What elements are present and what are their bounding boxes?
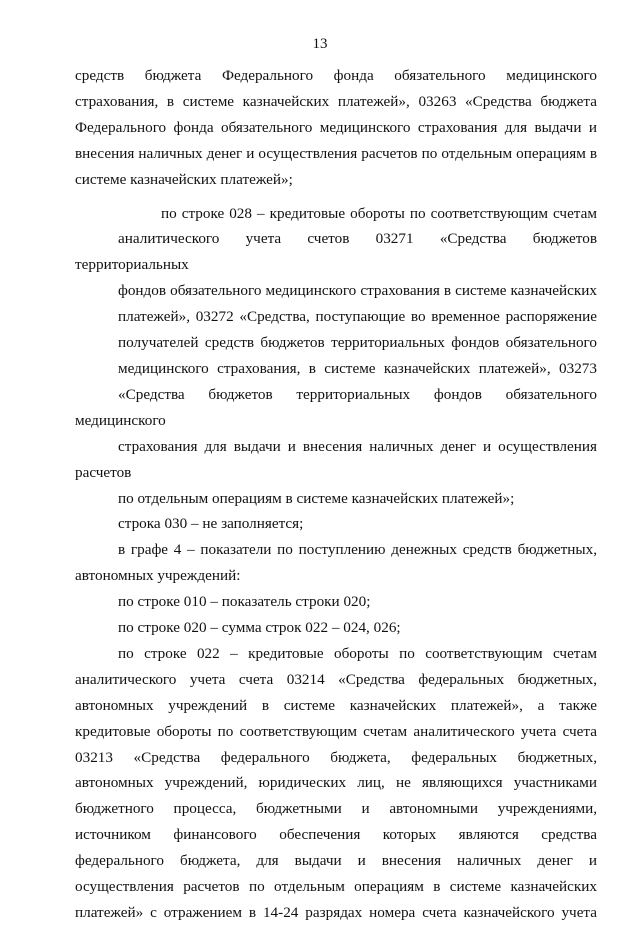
text-line: бюджетного процесса, бюджетными и автономными учреждениями, <box>75 800 597 818</box>
text-line: по строке 020 – сумма строк 022 – 024, 026; <box>118 619 401 637</box>
text-line: платежей» с отражением в 14-24 разрядах номера счета казначейского учета <box>75 904 597 921</box>
paragraph-continuation <box>75 63 597 193</box>
text-line: медицинского страхования, в системе казначейских платежей», 03273 <box>118 359 597 377</box>
paragraph-line-022 <box>75 641 597 926</box>
text-line: в графе 4 – показатели по поступлению денежных средств бюджетных, <box>118 541 597 559</box>
text-line: средств бюджета Федерального фонда обязательного медицинского <box>75 67 597 84</box>
text-line: фондов обязательного медицинского страхования в системе казначейских <box>118 282 597 300</box>
text-line: страхования для выдачи и внесения наличных денег и осуществления расчетов <box>75 437 597 481</box>
paragraph-column-4 <box>75 537 597 589</box>
paragraph-line-010 <box>75 589 597 615</box>
text-line: получателей средств бюджетов территориальных фондов обязательного <box>118 334 597 352</box>
text-line: 03213 «Средства федерального бюджета, федеральных бюджетных, <box>75 748 597 766</box>
text-line: аналитического учета счетов 03271 «Средства бюджетов территориальных <box>75 230 597 274</box>
text-line: по строке 010 – показатель строки 020; <box>118 593 371 611</box>
text-line: автономных учреждений, юридических лиц, не являющихся участниками <box>75 774 597 792</box>
paragraph-line-028 <box>75 201 597 512</box>
paragraph-line-030 <box>75 511 597 537</box>
text-line: автономных учреждений: <box>75 567 241 585</box>
text-line: внесения наличных денег и осуществления расчетов по отдельным операциям в <box>75 144 597 162</box>
text-line: осуществления расчетов по отдельным операциям в системе казначейских <box>75 878 597 896</box>
text-line: Федерального фонда обязательного медицинского страхования для выдачи и <box>75 118 597 136</box>
text-line: строка 030 – не заполняется; <box>118 515 304 533</box>
document-body <box>75 63 597 926</box>
text-line: страхования, в системе казначейских платежей», 03263 «Средства бюджета <box>75 92 597 110</box>
text-line: по отдельным операциям в системе казначейских платежей»; <box>118 489 515 507</box>
paragraph-line-020 <box>75 615 597 641</box>
text-line: по строке 022 – кредитовые обороты по соответствующим счетам <box>118 644 597 662</box>
page-number: 13 <box>312 36 328 52</box>
text-line: по строке 028 – кредитовые обороты по соответствующим счетам <box>161 204 597 222</box>
text-line: источником финансового обеспечения которых являются средства <box>75 826 597 844</box>
text-line: автономных учреждений в системе казначейских платежей», а также <box>75 696 597 714</box>
text-line: платежей», 03272 «Средства, поступающие во временное распоряжение <box>118 308 597 326</box>
text-line: кредитовые обороты по соответствующим счетам аналитического учета счета <box>75 722 597 740</box>
text-line: системе казначейских платежей»; <box>75 170 293 188</box>
text-line: «Средства бюджетов территориальных фондов обязательного медицинского <box>75 385 597 429</box>
text-line: аналитического учета счета 03214 «Средства федеральных бюджетных, <box>75 670 597 688</box>
text-line: федерального бюджета, для выдачи и внесения наличных денег и <box>75 852 597 870</box>
